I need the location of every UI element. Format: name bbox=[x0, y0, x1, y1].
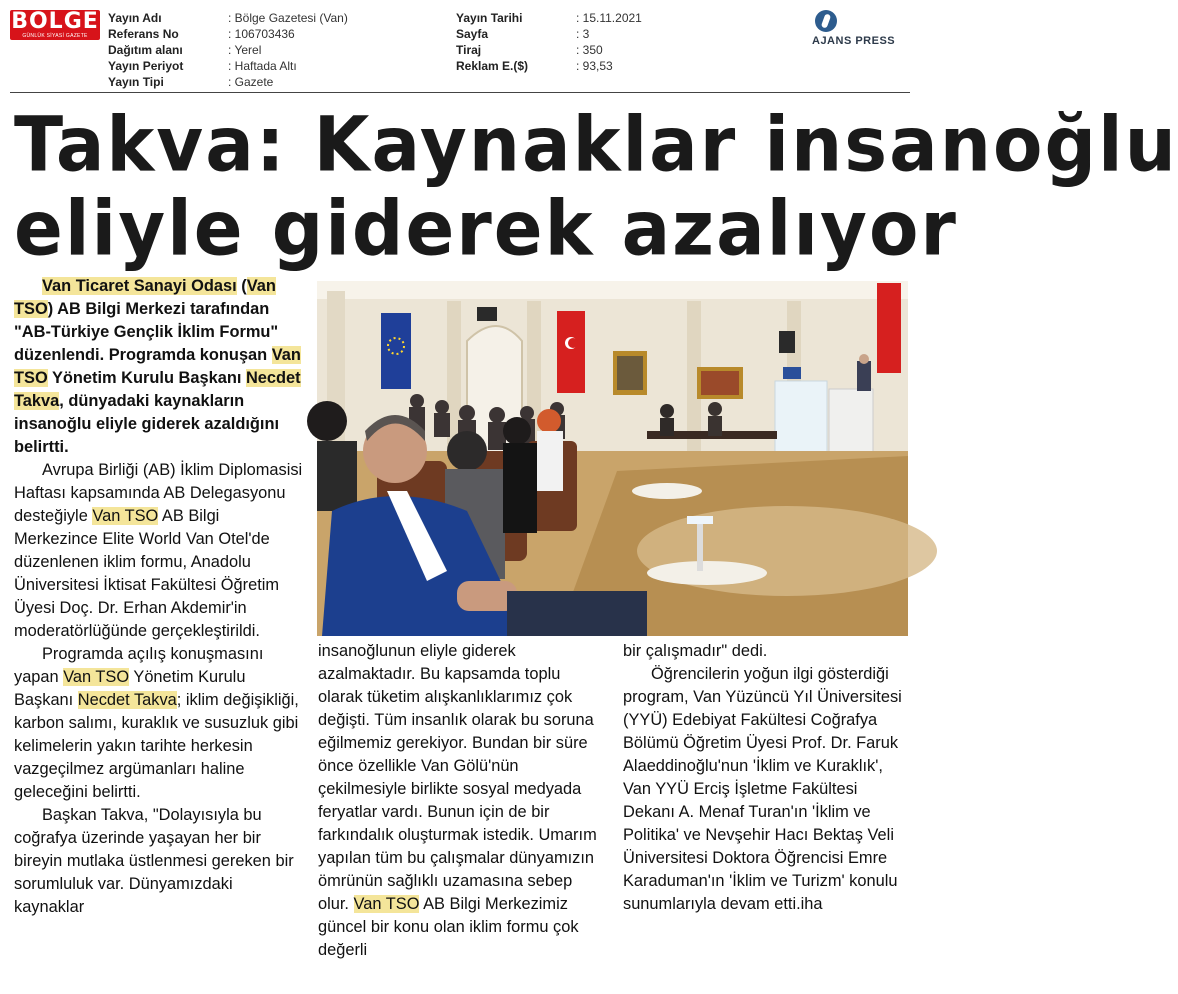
article-photo bbox=[317, 281, 908, 636]
meta-value: : 3 bbox=[576, 27, 590, 41]
text: Yönetim Kurulu Başkanı bbox=[14, 668, 246, 709]
text: , dünyadaki kaynakların insanoğlu eliyle giderek azaldığını belirtti. bbox=[14, 392, 280, 456]
body-paragraph bbox=[14, 459, 306, 643]
body-paragraph bbox=[623, 640, 908, 663]
text: ; iklim değişikliği, karbon salımı, kuraklık ve susuzluk gibi kelimelerin yakın tarihte herkesin vazgeçilmez argümanları haline geleceğini belirtti. bbox=[14, 691, 299, 801]
meta-row bbox=[456, 58, 642, 74]
highlight: Necdet Takva bbox=[77, 691, 177, 709]
text: insanoğlunun eliyle giderek azalmaktadır. Bu kapsamda toplu olarak tüketim alışkanlıklarımız çok değişti. Tüm insanlık olarak bu soruna eğilmemiz gerekiyor. Bundan bir süre önce özellikle Van Gölü'nün çekilmesiyle birlikte sosyal medyada feryatlar vardı. Bunun için de bir farkındalık oluşturmak istedik. Umarım yapılan tüm bu çalışmalar dünyamızın ömrünün sağlıklı uzamasına sebep olur. bbox=[318, 642, 597, 913]
headline-line: Takva: Kaynaklar insanoğlu bbox=[14, 100, 1178, 189]
meta-value: : Bölge Gazetesi (Van) bbox=[228, 11, 348, 25]
meta-value: : 93,53 bbox=[576, 59, 613, 73]
meta-row bbox=[108, 10, 348, 26]
meta-row bbox=[108, 26, 348, 42]
meta-row bbox=[108, 42, 348, 58]
lead-paragraph bbox=[14, 275, 306, 459]
meta-right bbox=[456, 10, 642, 74]
text: AB Bilgi Merkezince Elite World Van Otel'de düzenlenen iklim formu, Anadolu Üniversitesi İktisat Fakültesi Öğretim Üyesi Doç. Dr. Erhan Akdemir'in moderatörlüğünde gerçekleştirildi. bbox=[14, 507, 280, 640]
agency-logo bbox=[812, 10, 912, 50]
text: AB Bilgi Merkezimiz güncel bir konu olan iklim formu çok değerli bbox=[318, 895, 579, 959]
highlight: Van TSO bbox=[353, 895, 420, 913]
text: Öğrencilerin yoğun ilgi gösterdiği program, Van Yüzüncü Yıl Üniversitesi (YYÜ) Edebiyat Fakültesi Coğrafya Bölümü Öğretim Üyesi Prof. Dr. Faruk Alaeddinoğlu'nun 'İklim ve Kuraklık', Van YYÜ Erciş İşletme Fakültesi Dekanı A. Menaf Turan'ın 'İklim ve Politika' ve Nevşehir Hacı Bektaş Veli Üniversitesi Doktora Öğrencisi Emre Karaduman'ın 'İklim ve Turizm' konulu sunumlarıyla devam etti.iha bbox=[623, 665, 902, 913]
headline-line: eliyle giderek azalıyor bbox=[14, 184, 958, 273]
meta-label: Yayın Periyot bbox=[108, 59, 184, 73]
text: Avrupa Birliği (AB) İklim Diplomasisi Haftası kapsamında AB Delegasyonu desteğiyle bbox=[14, 461, 303, 525]
meta-label: Yayın Tarihi bbox=[456, 11, 523, 25]
meta-label: Reklam E.($) bbox=[456, 59, 529, 73]
highlight: Van TSO bbox=[14, 277, 276, 318]
meta-value: : 15.11.2021 bbox=[576, 11, 642, 25]
meta-label: Yayın Tipi bbox=[108, 75, 164, 89]
body-paragraph bbox=[623, 663, 908, 916]
meta-label: Tiraj bbox=[456, 43, 482, 57]
logo-brand: BÖLGE bbox=[11, 9, 99, 34]
meta-label: Yayın Adı bbox=[108, 11, 162, 25]
meta-value: : Haftada Altı bbox=[228, 59, 297, 73]
article-column-3 bbox=[623, 640, 908, 916]
newspaper-logo bbox=[10, 10, 100, 40]
text: Başkan Takva, "Dolayısıyla bu coğrafya üzerinde yaşayan her bir bireyin mutlaka üstlenmesi gereken bir sorumluluk var. Dünyamızdaki kaynaklar bbox=[14, 806, 294, 916]
meta-row bbox=[108, 58, 348, 74]
agency-name: AJANS PRESS bbox=[812, 35, 896, 47]
globe-icon bbox=[815, 10, 837, 32]
meta-value: : 106703436 bbox=[228, 27, 295, 41]
body-paragraph bbox=[14, 804, 306, 919]
highlight: Necdet Takva bbox=[14, 369, 301, 410]
meta-value: : 350 bbox=[576, 43, 603, 57]
meta-label: Referans No bbox=[108, 27, 179, 41]
text: Yönetim Kurulu Başkanı bbox=[47, 369, 246, 387]
meta-row bbox=[456, 26, 642, 42]
header-divider bbox=[10, 92, 910, 93]
article-column-2 bbox=[318, 640, 606, 962]
text: Programda açılış konuşmasını yapan bbox=[14, 645, 264, 686]
meta-row bbox=[456, 42, 642, 58]
text: bir çalışmadır" dedi. bbox=[623, 642, 768, 660]
highlight: Van TSO bbox=[63, 668, 130, 686]
article-column-1 bbox=[14, 275, 306, 919]
body-paragraph bbox=[14, 643, 306, 804]
meta-row bbox=[108, 74, 348, 90]
article-headline bbox=[14, 100, 1178, 273]
meta-value: : Gazete bbox=[228, 75, 274, 89]
highlight: Van TSO bbox=[92, 507, 159, 525]
meta-label: Dağıtım alanı bbox=[108, 43, 183, 57]
meta-value: : Yerel bbox=[228, 43, 262, 57]
highlight: Van TSO bbox=[14, 346, 301, 387]
text: ) AB Bilgi Merkezi tarafından "AB-Türkiye Gençlik İklim Formu" düzenlendi. Programda konuşan bbox=[14, 300, 279, 364]
meta-left bbox=[108, 10, 348, 90]
text: ( bbox=[236, 277, 247, 295]
highlight: Van Ticaret Sanayi Odası bbox=[42, 277, 237, 295]
logo-tagline: GÜNLÜK SİYASİ GAZETE bbox=[22, 33, 88, 39]
body-paragraph bbox=[318, 640, 606, 962]
meta-row bbox=[456, 10, 642, 26]
meta-label: Sayfa bbox=[456, 27, 489, 41]
